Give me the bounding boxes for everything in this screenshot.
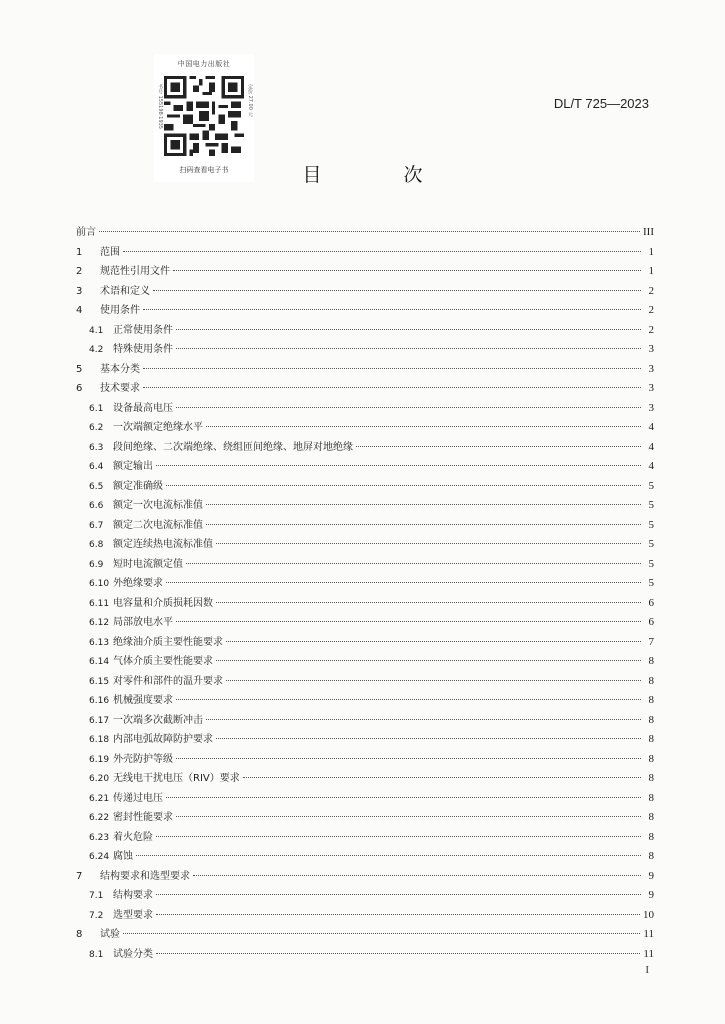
toc-entry-title: 一次端额定绝缘水平 xyxy=(113,422,203,433)
toc-entry-page: 8 xyxy=(648,850,654,862)
toc-entry-number: 6.5 xyxy=(89,481,104,492)
toc-entry-title: 短时电流额定值 xyxy=(113,558,183,570)
toc-leader-dots xyxy=(166,783,641,798)
qr-side-text-right: 定价 27.00 元 xyxy=(247,84,253,117)
toc-entry-number: 6.12 xyxy=(89,618,110,628)
toc-entry-title: 外壳防护等级 xyxy=(113,753,173,765)
toc-entry-number: 6.8 xyxy=(89,540,104,550)
toc-leader-dots xyxy=(206,705,641,720)
toc-entry-number: 6.23 xyxy=(89,832,110,843)
toc-entry-number: 4.2 xyxy=(89,345,104,355)
toc-entry-title: 一次端多次截断冲击 xyxy=(113,714,203,726)
toc-entry-title: 选型要求 xyxy=(113,909,153,921)
toc-entry-number: 8.1 xyxy=(89,949,104,960)
toc-entry-title: 正常使用条件 xyxy=(113,324,173,336)
toc-entry-number: 6.6 xyxy=(89,501,104,511)
toc-leader-dots xyxy=(193,861,641,876)
toc-entry-page: 2 xyxy=(648,304,654,316)
toc-entry-page: 5 xyxy=(648,479,654,492)
toc-leader-dots xyxy=(176,744,641,759)
toc-leader-dots xyxy=(143,295,641,310)
toc-entry-title: 外绝缘要求 xyxy=(113,578,163,589)
toc-leader-dots xyxy=(243,763,641,778)
toc-entry-page: 5 xyxy=(648,557,654,570)
toc-entry-page: 1 xyxy=(648,265,654,277)
toc-leader-dots xyxy=(143,373,641,388)
toc-entry-page: 11 xyxy=(643,928,654,940)
toc-entry-page: 3 xyxy=(648,401,654,414)
toc-entry-number: 7.1 xyxy=(89,891,104,901)
toc-entry-number: 4.1 xyxy=(89,325,104,336)
toc-entry-title: 额定连续热电流标准值 xyxy=(113,539,213,550)
toc-entry-page: 8 xyxy=(648,713,654,726)
toc-entry-page: 5 xyxy=(648,577,654,589)
document-code: DL/T 725—2023 xyxy=(553,96,649,111)
toc-entry-number: 6.19 xyxy=(89,754,110,765)
toc-entry-number: 6.13 xyxy=(89,637,110,648)
toc-leader-dots xyxy=(206,412,641,427)
toc-leader-dots xyxy=(356,432,641,447)
toc-leader-dots xyxy=(216,588,641,603)
toc-entry-number: 6.1 xyxy=(89,403,104,414)
toc-entry-number: 6.4 xyxy=(89,462,104,472)
toc-leader-dots xyxy=(206,490,641,505)
toc-entry-number: 4 xyxy=(76,305,83,316)
toc-entry-number: 6 xyxy=(76,383,83,394)
toc-entry-page: 2 xyxy=(648,323,654,336)
toc-entry-title: 机械强度要求 xyxy=(113,695,173,706)
toc-entry-number: 8 xyxy=(76,929,83,940)
qr-code-icon xyxy=(164,76,244,156)
toc-leader-dots xyxy=(176,685,641,700)
toc-entry-title: 结构要求 xyxy=(113,890,153,901)
toc-entry-number: 6.9 xyxy=(89,559,104,570)
toc-entry-number: 5 xyxy=(76,363,83,375)
toc-leader-dots xyxy=(226,627,641,642)
toc-entry-number: 6.14 xyxy=(89,657,110,667)
toc-leader-dots xyxy=(176,334,641,349)
toc-entry-number: 3 xyxy=(76,285,83,297)
toc-entry-page: 8 xyxy=(648,791,654,804)
toc-entry-title: 基本分类 xyxy=(100,363,140,375)
qr-side-text-left: 书号 155198·1935 xyxy=(157,84,163,129)
toc-title: 目 次 xyxy=(302,164,461,186)
toc-entry-title: 密封性能要求 xyxy=(113,812,173,823)
toc-entry-title: 绝缘油介质主要性能要求 xyxy=(113,636,223,648)
toc-entry-page: 7 xyxy=(648,635,654,648)
toc-entry-page: 11 xyxy=(643,947,654,960)
toc-entry-page: 9 xyxy=(648,869,654,882)
toc-entry-number: 7 xyxy=(76,870,83,882)
toc-leader-dots xyxy=(173,256,641,271)
toc-entry-title: 术语和定义 xyxy=(100,285,150,297)
toc-entry-number: 6.3 xyxy=(89,442,104,453)
toc-entry-number: 6.11 xyxy=(89,598,110,609)
toc-entry-page: 4 xyxy=(648,421,654,433)
toc-leader-dots xyxy=(156,451,641,466)
toc-entry-page: 8 xyxy=(648,772,654,784)
toc-entry-number: 6.21 xyxy=(89,793,110,804)
toc-leader-dots xyxy=(216,724,641,739)
toc-entry-number: 6.2 xyxy=(89,423,104,433)
toc-entry-title: 特殊使用条件 xyxy=(113,344,173,355)
toc-leader-dots xyxy=(166,568,641,583)
toc-entry-number: 7.2 xyxy=(89,910,104,921)
toc-entry-page: 5 xyxy=(648,538,654,550)
toc-entry-title: 使用条件 xyxy=(100,305,140,316)
toc-entry-number: 6.22 xyxy=(89,813,110,823)
toc-entry-title: 气体介质主要性能要求 xyxy=(113,656,213,667)
toc-entry-title: 结构要求和选型要求 xyxy=(100,870,190,882)
toc-entry-title: 范围 xyxy=(100,246,120,258)
toc-entry-page: 8 xyxy=(648,694,654,706)
toc-leader-dots xyxy=(216,529,641,544)
publisher-name: 中国电力出版社 xyxy=(177,60,231,68)
toc-leader-dots xyxy=(206,510,641,525)
toc-entry-number: 6.15 xyxy=(89,676,110,687)
toc-leader-dots xyxy=(136,841,641,856)
toc-leader-dots xyxy=(153,276,641,291)
toc-leader-dots xyxy=(176,607,641,622)
table-of-contents xyxy=(76,220,654,961)
toc-entry-page: 8 xyxy=(648,655,654,667)
toc-entry-page: 10 xyxy=(643,908,654,921)
toc-entry-page: 8 xyxy=(648,674,654,687)
toc-entry-page: 5 xyxy=(648,499,654,511)
toc-entry-title: 对零件和部件的温升要求 xyxy=(113,675,223,687)
toc-entry-number: 6.24 xyxy=(89,852,110,862)
toc-entry-number: 6.20 xyxy=(89,774,110,784)
toc-entry-title: 着火危险 xyxy=(113,831,153,843)
toc-entry-page: III xyxy=(643,226,654,238)
toc-entry-number: 6.10 xyxy=(89,579,110,589)
toc-entry-title: 内部电弧故障防护要求 xyxy=(113,734,213,745)
toc-leader-dots xyxy=(156,822,641,837)
toc-leader-dots xyxy=(176,802,641,817)
toc-entry-page: 8 xyxy=(648,733,654,745)
toc-entry-title: 传递过电压 xyxy=(113,792,163,804)
toc-leader-dots xyxy=(166,471,641,486)
toc-entry-number: 6.16 xyxy=(89,696,110,706)
qr-caption: 扫码查看电子书 xyxy=(179,166,229,174)
toc-entry-number: 1 xyxy=(76,246,83,258)
toc-leader-dots xyxy=(216,646,641,661)
toc-entry-page: 3 xyxy=(648,382,654,394)
toc-entry-page: 8 xyxy=(648,752,654,765)
toc-entry-page: 6 xyxy=(648,596,654,609)
toc-entry[interactable] xyxy=(76,942,654,962)
toc-entry-number: 6.7 xyxy=(89,520,104,531)
toc-entry-title: 技术要求 xyxy=(100,383,140,394)
toc-entry-title: 额定一次电流标准值 xyxy=(113,500,203,511)
toc-leader-dots xyxy=(226,666,641,681)
toc-entry-title: 无线电干扰电压（RIV）要求 xyxy=(113,773,240,784)
toc-entry-page: 2 xyxy=(648,284,654,297)
toc-entry-title: 额定二次电流标准值 xyxy=(113,519,203,531)
toc-entry-page: 4 xyxy=(648,440,654,453)
toc-leader-dots xyxy=(176,315,641,330)
toc-leader-dots xyxy=(156,880,641,895)
toc-entry-title: 电容量和介质损耗因数 xyxy=(113,597,213,609)
toc-entry-title: 腐蚀 xyxy=(113,851,133,862)
toc-leader-dots xyxy=(186,549,641,564)
toc-leader-dots xyxy=(123,237,641,252)
toc-entry-title: 段间绝缘、二次端绝缘、绕组匝间绝缘、地屏对地绝缘 xyxy=(113,441,353,453)
toc-leader-dots xyxy=(99,217,640,232)
toc-entry-title: 试验 xyxy=(100,929,120,940)
toc-leader-dots xyxy=(143,354,641,369)
toc-leader-dots xyxy=(176,393,641,408)
toc-entry-page: 3 xyxy=(648,343,654,355)
toc-entry-title: 局部放电水平 xyxy=(113,617,173,628)
toc-entry-number: 6.17 xyxy=(89,715,110,726)
toc-leader-dots xyxy=(156,900,640,915)
toc-entry-title: 额定准确级 xyxy=(113,480,163,492)
toc-entry-title: 额定输出 xyxy=(113,461,153,472)
toc-entry-title: 规范性引用文件 xyxy=(100,266,170,277)
toc-entry-page: 8 xyxy=(648,830,654,843)
toc-entry-page: 6 xyxy=(648,616,654,628)
page-number: I xyxy=(645,964,649,976)
toc-entry-page: 3 xyxy=(648,362,654,375)
toc-entry-number: 6.18 xyxy=(89,735,110,745)
toc-entry-number: 2 xyxy=(76,266,83,277)
toc-leader-dots xyxy=(123,919,640,934)
toc-entry-title: 设备最高电压 xyxy=(113,402,173,414)
toc-entry-page: 4 xyxy=(648,460,654,472)
toc-entry-page: 8 xyxy=(648,811,654,823)
toc-entry-title: 试验分类 xyxy=(113,948,153,960)
toc-entry-page: 9 xyxy=(648,889,654,901)
toc-leader-dots xyxy=(156,939,640,954)
toc-entry-title: 前言 xyxy=(76,227,96,238)
toc-entry-page: 5 xyxy=(648,518,654,531)
toc-entry-page: 1 xyxy=(648,245,654,258)
